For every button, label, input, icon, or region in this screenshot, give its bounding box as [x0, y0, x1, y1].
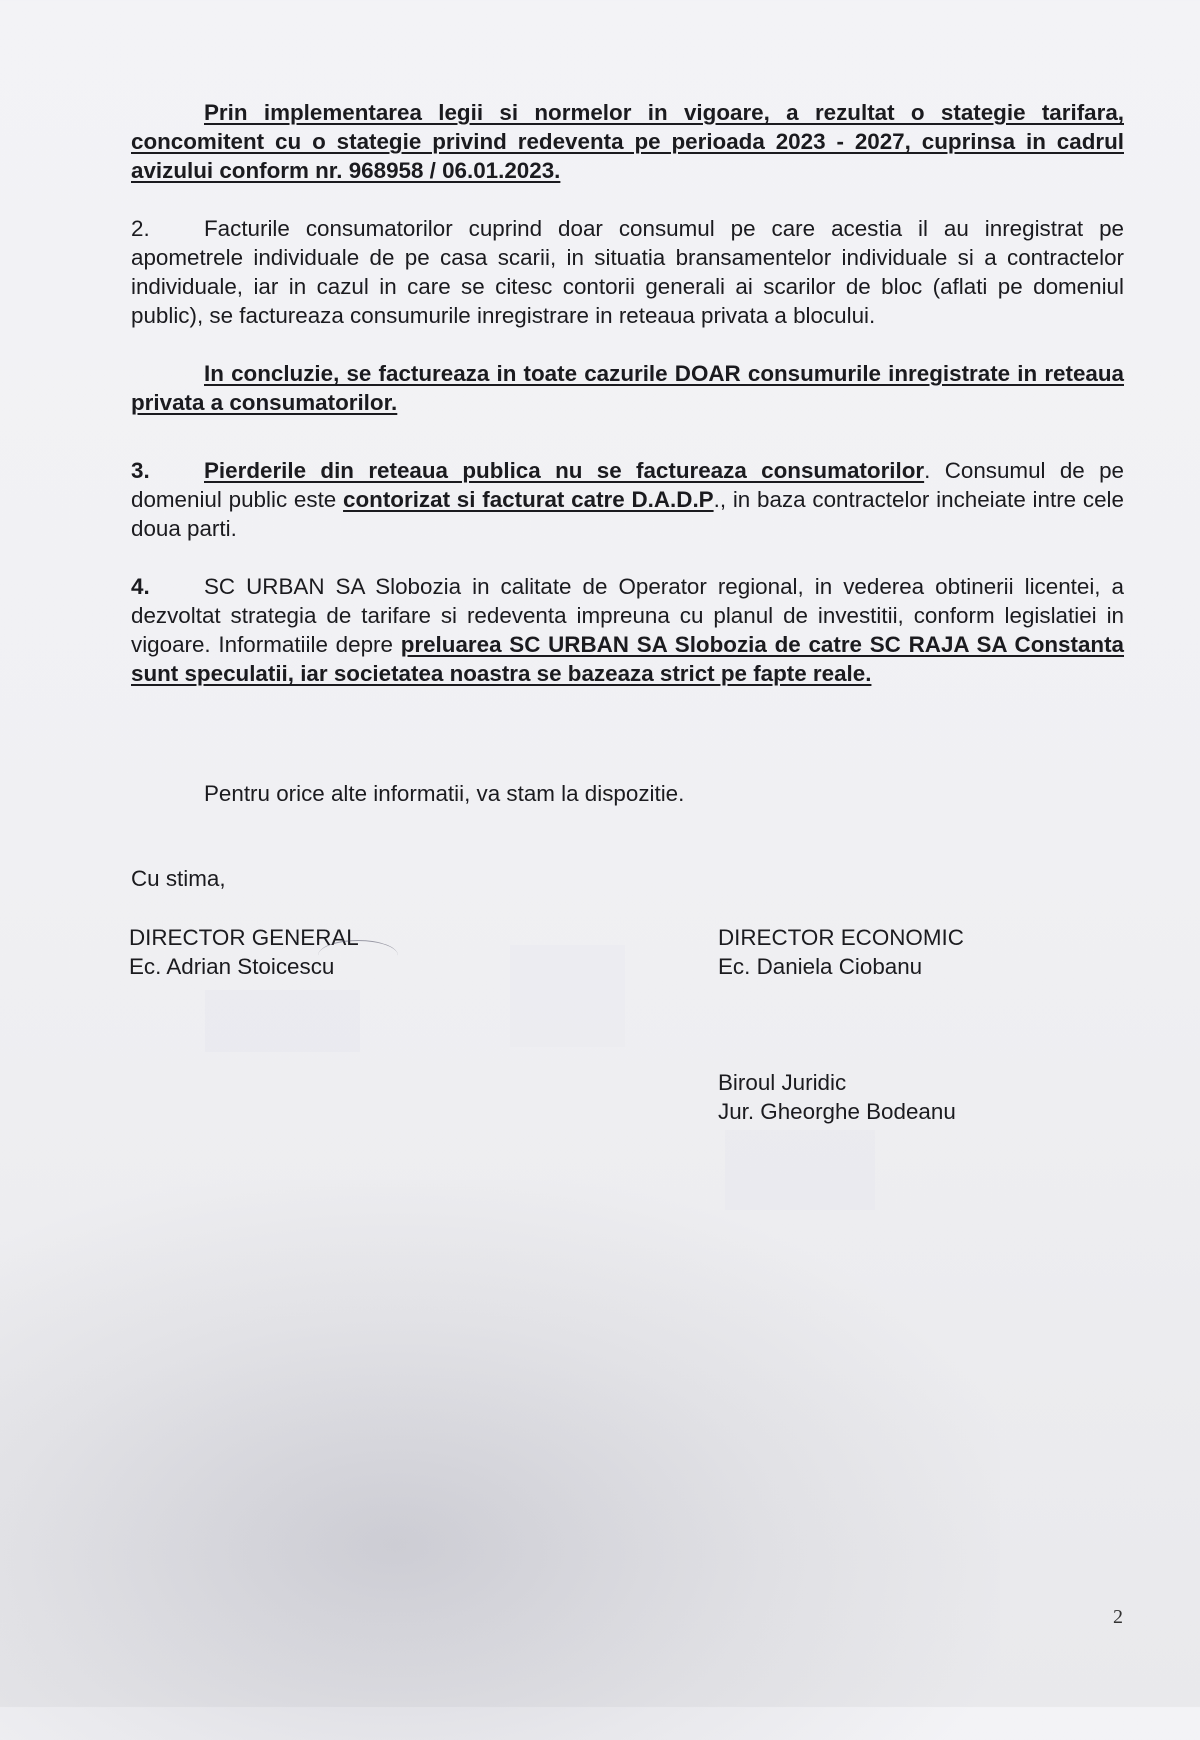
legal-office-name: Jur. Gheorghe Bodeanu	[718, 1099, 956, 1124]
legal-office-title: Biroul Juridic	[718, 1070, 847, 1095]
item-4-number: 4.	[131, 574, 150, 599]
item-3-bold-text: Pierderile din reteaua publica nu se factureaza consumatorilor	[204, 458, 925, 483]
page-number: 2	[1113, 1606, 1123, 1628]
item-2-number: 2.	[131, 216, 150, 241]
item-3-dadp-text: contorizat si facturat catre D.A.D.P	[343, 487, 714, 512]
stamp-mark	[318, 940, 398, 971]
redacted-area	[725, 1130, 875, 1210]
paragraph-item-4	[131, 572, 1124, 688]
redacted-area	[510, 945, 625, 1047]
signatory-legal-office	[718, 1068, 956, 1126]
signatory-economic-director	[718, 923, 964, 981]
paragraph-conclusion: In concluzie, se factureaza in toate cazurile DOAR consumurile inregistrate in reteaua privata a consumatorilor.	[131, 361, 1124, 415]
item-3-text-a: . Consumul de pe domeniul public este	[131, 458, 1125, 512]
salutation: Cu stima,	[131, 866, 226, 891]
item-3-number: 3.	[131, 458, 150, 483]
item-4-text: SC URBAN SA Slobozia in calitate de Operator regional, in vederea obtinerii licentei, a dezvoltat strategia de tarifare si redeventa impreuna cu planul de investitii, conform legislatiei in vigoare. Informatiile depre	[131, 574, 1124, 657]
general-director-name: Ec. Adrian Stoicescu	[129, 954, 335, 979]
item-2-text: Facturile consumatorilor cuprind doar consumul pe care acestia il au inregistrat pe apometrele individuale de pe casa scarii, in situatia bransamentelor individuale si a contractelor individuale, iar in cazul in care se citesc contorii generali ai scarilor de bloc (aflati pe domeniul public), se factureaza consumurile inregistrare in reteaua privata a blocului.	[131, 216, 1124, 328]
economic-director-title: DIRECTOR ECONOMIC	[718, 925, 964, 950]
paragraph-item-3	[131, 456, 1124, 543]
economic-director-name: Ec. Daniela Ciobanu	[718, 954, 923, 979]
paragraph-item-2	[131, 214, 1124, 330]
redacted-area	[205, 990, 360, 1052]
closing-line: Pentru orice alte informatii, va stam la dispozitie.	[204, 781, 685, 806]
general-director-title: DIRECTOR GENERAL	[129, 925, 359, 950]
item-4-bold-text: preluarea SC URBAN SA Slobozia de catre SC RAJA SA Constanta sunt speculatii, iar societatea noastra se bazeaza strict pe fapte reale.	[131, 632, 1124, 686]
item-3-text-b: ., in baza contractelor incheiate intre cele doua parti.	[131, 487, 1124, 541]
paragraph-strategy: Prin implementarea legii si normelor in vigoare, a rezultat o stategie tarifara, concomitent cu o stategie privind redeventa pe perioada 2023 - 2027, cuprinsa in cadrul avizului conform nr. 968958 / 06.01.2023.	[131, 100, 1124, 183]
